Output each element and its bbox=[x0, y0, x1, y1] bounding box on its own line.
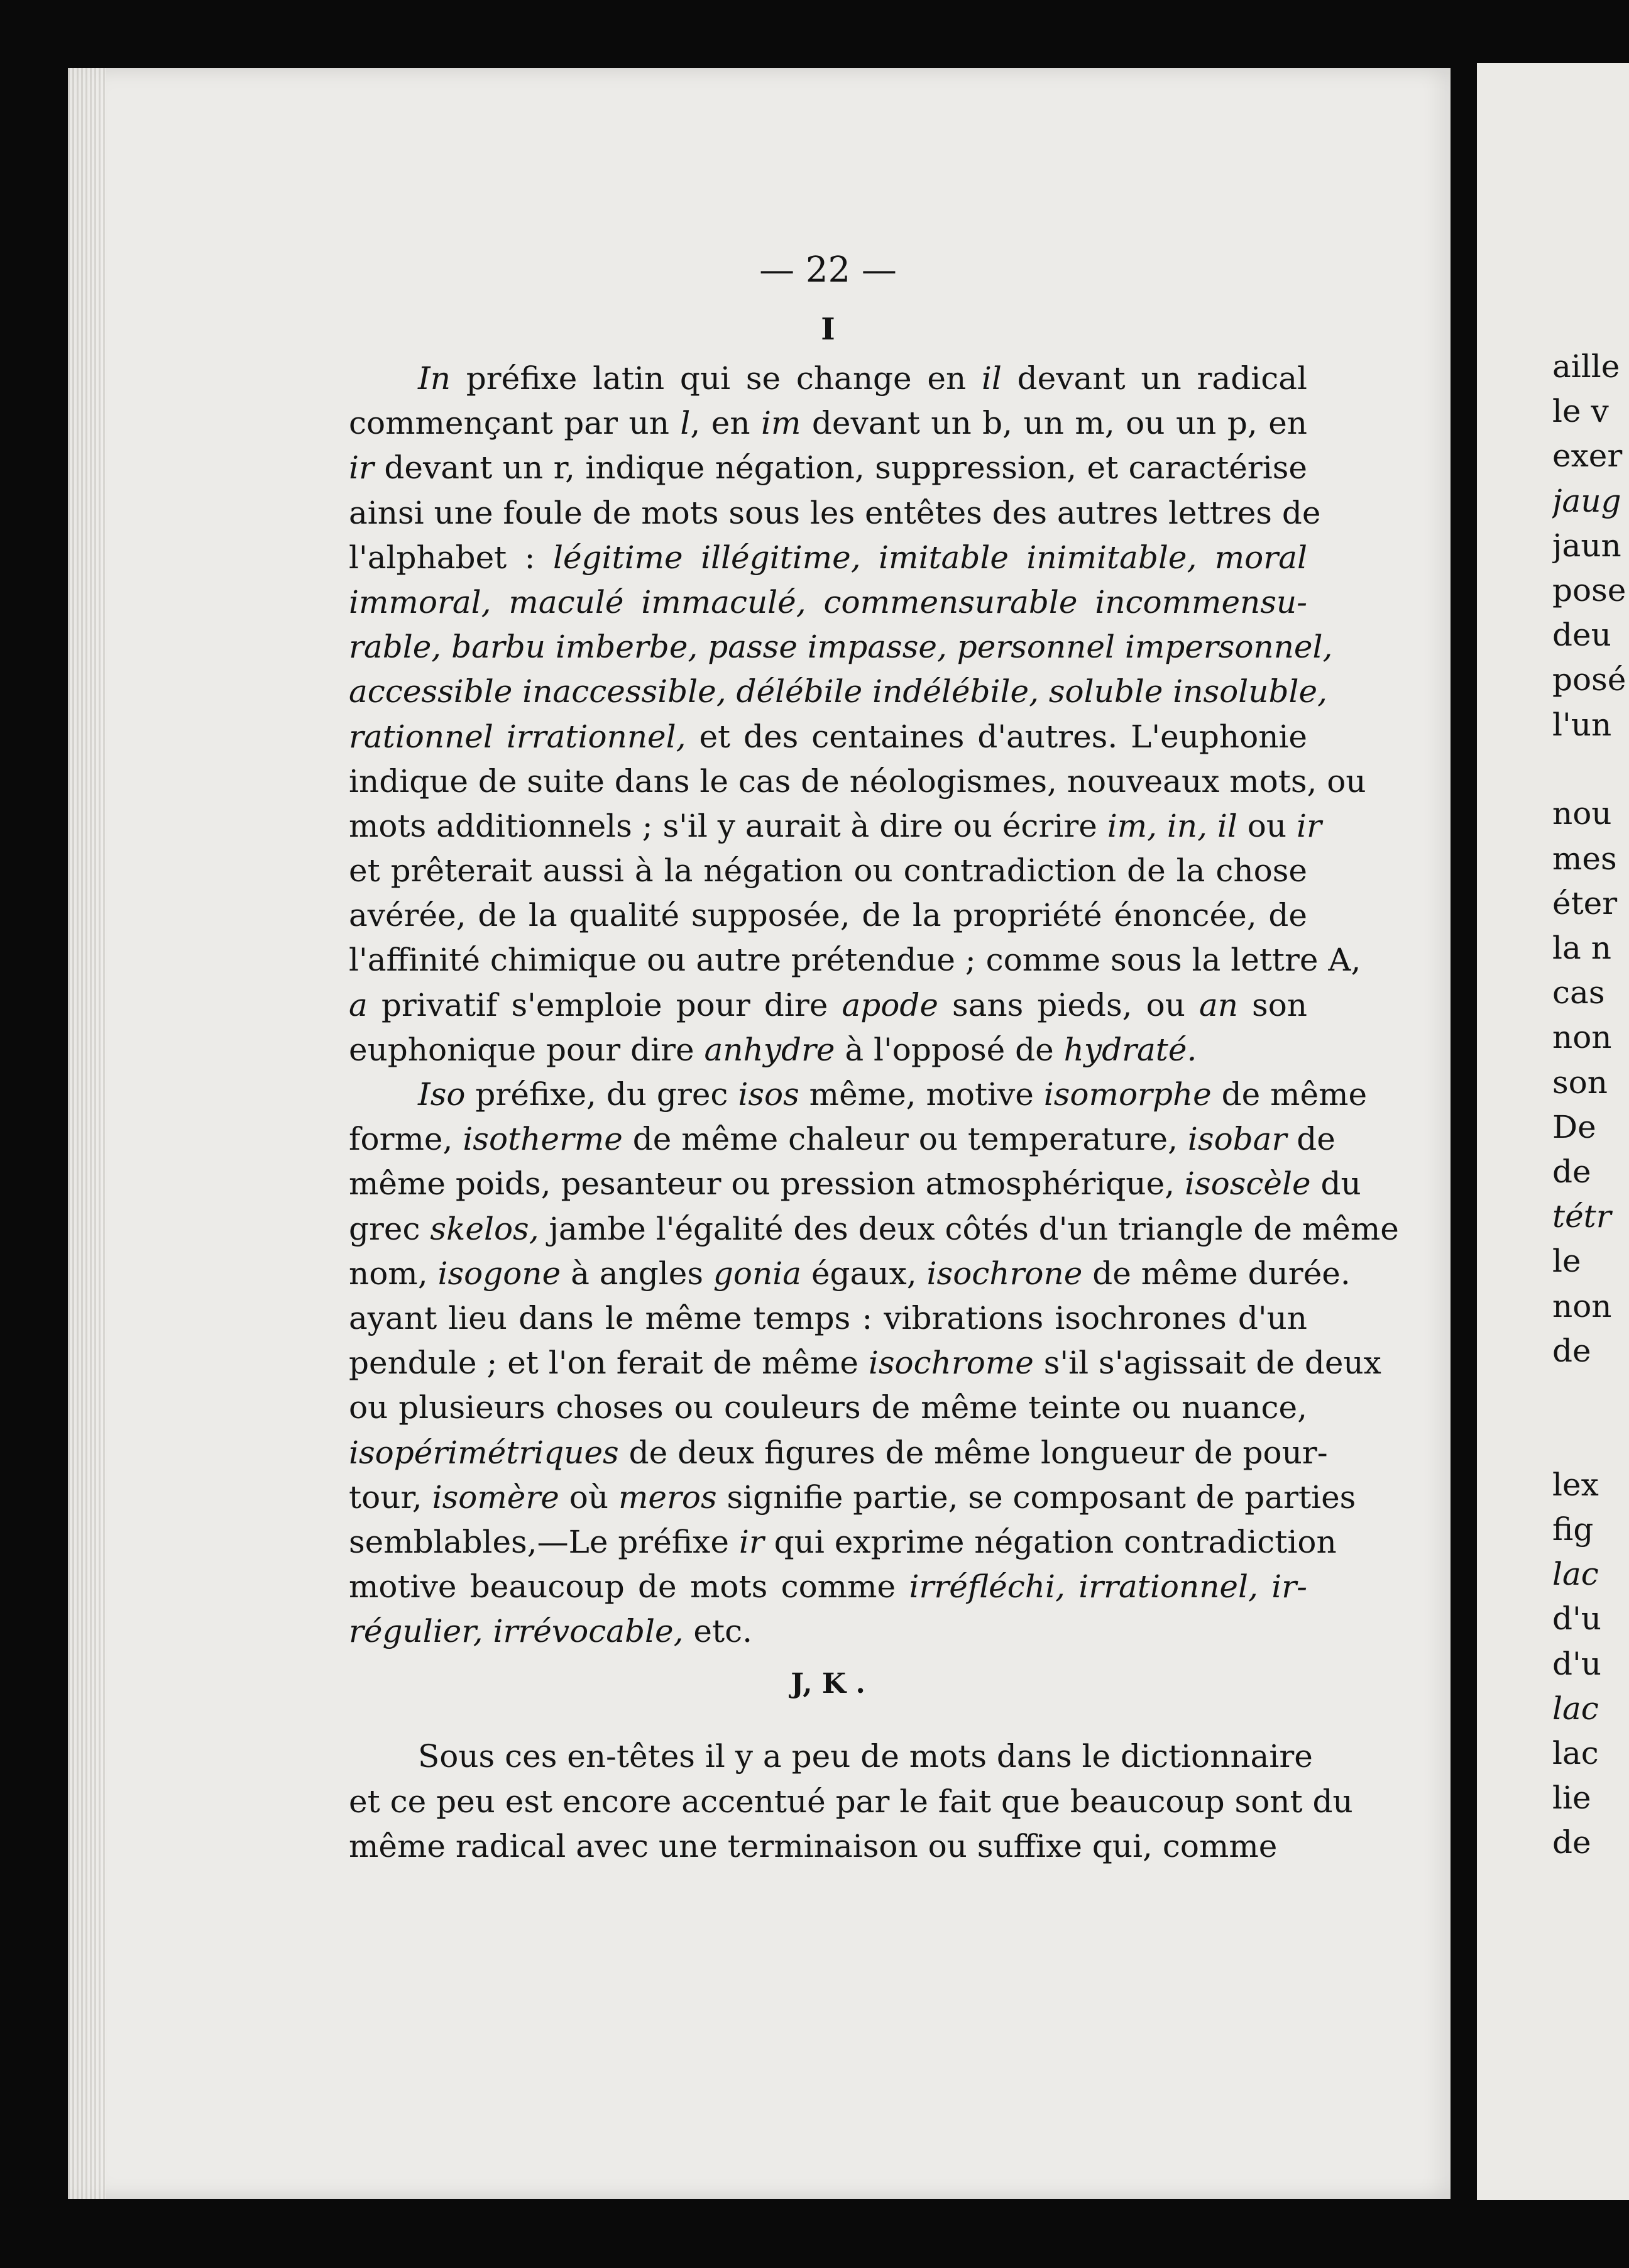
fragment-text: de bbox=[1552, 1824, 1591, 1861]
text-line bbox=[349, 669, 1327, 714]
fragment-line bbox=[1552, 479, 1629, 524]
fragment-line bbox=[1552, 524, 1629, 568]
text-run: ou bbox=[1237, 807, 1297, 844]
text-run: jambe l'égalité des deux côtés d'un triangle de même bbox=[539, 1210, 1399, 1247]
fragment-text: lac bbox=[1552, 1734, 1599, 1771]
text-line bbox=[349, 1341, 1381, 1385]
text-run: de deux figures de même longueur de pour- bbox=[618, 1434, 1328, 1471]
text-run: même radical avec une terminaison ou suffixe qui, comme bbox=[349, 1827, 1278, 1864]
fragment-line bbox=[1552, 1552, 1629, 1597]
italic-term: gonia bbox=[713, 1255, 802, 1292]
fragment-line bbox=[1552, 1329, 1629, 1373]
text-run: signifie partie, se composant de parties bbox=[716, 1478, 1356, 1516]
text-run: où bbox=[559, 1478, 618, 1516]
text-line bbox=[349, 1162, 1361, 1206]
fragment-line bbox=[1552, 1284, 1629, 1329]
text-line bbox=[349, 893, 1307, 938]
text-run: à angles bbox=[561, 1255, 713, 1292]
italic-term: rationnel irrationnel, bbox=[349, 718, 686, 755]
text-run: mots additionnels ; s'il y aurait à dire ou écrire bbox=[349, 807, 1107, 844]
fragment-line bbox=[1552, 344, 1629, 389]
fragment-text: cas bbox=[1552, 974, 1605, 1011]
text-run: , en bbox=[690, 405, 761, 442]
text-run: etc. bbox=[683, 1613, 752, 1650]
fragment-text: son bbox=[1552, 1064, 1608, 1101]
fragment-line bbox=[1552, 881, 1629, 926]
text-run: préfixe, du grec bbox=[465, 1076, 738, 1113]
italic-term: régulier, irrévocable, bbox=[349, 1613, 684, 1650]
text-line bbox=[349, 356, 1307, 401]
text-line bbox=[349, 1296, 1307, 1341]
page-number: — 22 — bbox=[759, 250, 897, 290]
italic-term: isoscèle bbox=[1184, 1165, 1311, 1203]
text-run: égaux, bbox=[801, 1255, 927, 1292]
text-run: nom, bbox=[349, 1255, 438, 1292]
text-run: forme, bbox=[349, 1121, 463, 1158]
fragment-text: non bbox=[1552, 1019, 1612, 1056]
text-line bbox=[349, 1385, 1307, 1430]
text-line bbox=[349, 1252, 1351, 1296]
text-run: s'il s'agissait de deux bbox=[1033, 1345, 1381, 1382]
fragment-text: lie bbox=[1552, 1780, 1591, 1817]
right-page-fragments bbox=[1552, 344, 1629, 1865]
fragment-line bbox=[1552, 1731, 1629, 1776]
italic-term: il bbox=[981, 360, 1002, 397]
fragment-text: fig bbox=[1552, 1511, 1594, 1548]
fragment-text: l'un bbox=[1552, 706, 1612, 743]
text-line bbox=[349, 1028, 1307, 1072]
text-run: semblables,—Le préfixe bbox=[349, 1523, 739, 1560]
italic-term: hydraté. bbox=[1063, 1031, 1197, 1068]
text-line bbox=[349, 1734, 1313, 1779]
italic-term: an bbox=[1198, 986, 1238, 1023]
italic-term: skelos, bbox=[430, 1210, 539, 1247]
fragment-line bbox=[1552, 1507, 1629, 1552]
fragment-line bbox=[1552, 926, 1629, 971]
text-run: de même bbox=[1211, 1076, 1368, 1113]
page-edges bbox=[68, 68, 106, 2199]
fragment-line bbox=[1552, 613, 1629, 658]
fragment-line bbox=[1552, 1060, 1629, 1105]
text-run: ainsi une foule de mots sous les entêtes des autres lettres de bbox=[349, 494, 1321, 531]
italic-term: isos bbox=[738, 1076, 799, 1113]
text-line bbox=[349, 1475, 1356, 1520]
text-run: même, motive bbox=[799, 1076, 1044, 1113]
fragment-text: exer bbox=[1552, 438, 1623, 475]
fragment-text: jaun bbox=[1552, 527, 1621, 564]
text-line bbox=[349, 1431, 1328, 1475]
book-gutter bbox=[1453, 63, 1478, 2213]
italic-term: isobar bbox=[1187, 1121, 1287, 1158]
fragment-text: posé bbox=[1552, 661, 1626, 698]
text-run: indique de suite dans le cas de néologismes, nouveaux mots, ou bbox=[349, 762, 1366, 800]
text-line bbox=[349, 1207, 1399, 1252]
text-run: euphonique pour dire bbox=[349, 1031, 705, 1068]
text-run: de même chaleur ou temperature, bbox=[622, 1121, 1188, 1158]
text-run: tour, bbox=[349, 1478, 432, 1516]
section-heading-jk: J, K . bbox=[791, 1668, 865, 1700]
text-run: privatif s'emploie pour dire bbox=[367, 986, 842, 1023]
fragment-text: mes bbox=[1552, 840, 1617, 877]
text-line bbox=[349, 849, 1307, 893]
italic-term: isomorphe bbox=[1043, 1076, 1212, 1113]
fragment-text: non bbox=[1552, 1287, 1612, 1324]
text-run: motive beaucoup de mots comme bbox=[349, 1568, 909, 1605]
fragment-line bbox=[1552, 1597, 1629, 1641]
text-run: et prêterait aussi à la négation ou contradiction de la chose bbox=[349, 852, 1307, 889]
text-line bbox=[349, 401, 1307, 446]
text-run: ayant lieu dans le même temps : vibrations isochrones d'un bbox=[349, 1299, 1307, 1336]
fragment-line bbox=[1552, 1776, 1629, 1820]
text-run: Sous ces en-têtes il y a peu de mots dans le dictionnaire bbox=[418, 1738, 1313, 1775]
italic-term: isomère bbox=[432, 1478, 559, 1516]
text-line bbox=[349, 1824, 1307, 1869]
italic-term: l bbox=[680, 405, 691, 442]
italic-term: isochrome bbox=[868, 1345, 1034, 1382]
fragment-line bbox=[1552, 1239, 1629, 1284]
italic-term: isogone bbox=[437, 1255, 561, 1292]
fragment-line bbox=[1552, 1820, 1629, 1865]
fragment-line bbox=[1552, 1015, 1629, 1060]
italic-term: isotherme bbox=[463, 1121, 623, 1158]
fragment-text: la n bbox=[1552, 930, 1611, 967]
fragment-text: de bbox=[1552, 1332, 1591, 1369]
text-run: qui exprime négation contradiction bbox=[764, 1523, 1337, 1560]
text-line bbox=[349, 1072, 1368, 1117]
italic-term: isochrone bbox=[926, 1255, 1083, 1292]
fragment-text: De bbox=[1552, 1108, 1596, 1145]
italic-term: Iso bbox=[418, 1076, 466, 1113]
italic-term: ir bbox=[349, 449, 374, 487]
text-line bbox=[349, 491, 1321, 536]
fragment-text: lex bbox=[1552, 1466, 1599, 1503]
text-run: à l'opposé de bbox=[835, 1031, 1064, 1068]
italic-term: isopérimétriques bbox=[349, 1434, 619, 1471]
text-run: et des centaines d'autres. L'euphonie bbox=[686, 718, 1308, 755]
paragraph-iso-prefix bbox=[349, 1072, 1399, 1654]
italic-term: accessible inaccessible, délébile indélébile, soluble insoluble, bbox=[349, 673, 1327, 710]
text-run: sans pieds, ou bbox=[938, 986, 1199, 1023]
fragment-line bbox=[1552, 434, 1629, 478]
text-line bbox=[349, 536, 1307, 580]
text-line bbox=[349, 938, 1361, 983]
text-run: devant un r, indique négation, suppression, et caractérise bbox=[373, 449, 1307, 487]
fragment-text: deu bbox=[1552, 617, 1611, 654]
text-line bbox=[349, 1520, 1337, 1565]
italic-term: ir bbox=[1296, 807, 1322, 844]
fragment-line bbox=[1552, 747, 1629, 837]
text-line bbox=[349, 1609, 1307, 1654]
fragment-text: de bbox=[1552, 1153, 1591, 1190]
text-run: l'affinité chimique ou autre prétendue ; comme sous la lettre A, bbox=[349, 942, 1361, 979]
fragment-line bbox=[1552, 837, 1629, 881]
italic-term: ir bbox=[738, 1523, 764, 1560]
fragment-text: nou bbox=[1552, 795, 1612, 832]
text-line bbox=[349, 759, 1366, 804]
fragment-line bbox=[1552, 1642, 1629, 1687]
text-run: devant un b, un m, ou un p, en bbox=[801, 405, 1307, 442]
fragment-line bbox=[1552, 568, 1629, 613]
fragment-text: tétr bbox=[1552, 1198, 1611, 1235]
fragment-text: d'u bbox=[1552, 1645, 1601, 1682]
italic-term: anhydre bbox=[704, 1031, 835, 1068]
text-run: l'alphabet : bbox=[349, 539, 553, 576]
text-run: devant un radical bbox=[1001, 360, 1307, 397]
fragment-line bbox=[1552, 1687, 1629, 1731]
italic-term: a bbox=[349, 986, 368, 1023]
paragraph-in-prefix bbox=[349, 356, 1366, 1072]
text-line bbox=[349, 625, 1333, 669]
text-run: du bbox=[1310, 1165, 1361, 1203]
text-run: commençant par un bbox=[349, 405, 681, 442]
fragment-text: aille bbox=[1552, 348, 1620, 385]
fragment-line bbox=[1552, 1373, 1629, 1507]
text-run: de bbox=[1286, 1121, 1336, 1158]
text-run: son bbox=[1237, 986, 1308, 1023]
text-line bbox=[349, 580, 1307, 625]
text-run: avérée, de la qualité supposée, de la propriété énoncée, de bbox=[349, 897, 1307, 934]
fragment-line bbox=[1552, 389, 1629, 434]
text-run: et ce peu est encore accentué par le fait que beaucoup sont du bbox=[349, 1783, 1353, 1820]
fragment-text: éter bbox=[1552, 884, 1618, 922]
text-line bbox=[349, 1780, 1353, 1824]
italic-term: légitime illégitime, imitable inimitable, moral bbox=[552, 539, 1307, 576]
text-run: même poids, pesanteur ou pression atmosphérique, bbox=[349, 1165, 1185, 1203]
fragment-text: le v bbox=[1552, 393, 1609, 430]
text-run: de même durée. bbox=[1082, 1255, 1351, 1292]
fragment-text: jaug bbox=[1552, 482, 1621, 519]
italic-term: apode bbox=[842, 986, 938, 1023]
fragment-line bbox=[1552, 1194, 1629, 1239]
italic-term: irréfléchi, irrationnel, ir- bbox=[909, 1568, 1308, 1605]
fragment-line bbox=[1552, 971, 1629, 1015]
italic-term: im bbox=[761, 405, 801, 442]
italic-term: im, in, il bbox=[1107, 807, 1237, 844]
fragment-text: lac bbox=[1552, 1556, 1599, 1593]
fragment-line bbox=[1552, 658, 1629, 702]
left-page-content bbox=[349, 248, 1399, 1869]
text-run: pendule ; et l'on ferait de même bbox=[349, 1345, 869, 1382]
fragment-text: d'u bbox=[1552, 1600, 1601, 1638]
text-line bbox=[349, 715, 1307, 759]
text-run: ou plusieurs choses ou couleurs de même teinte ou nuance, bbox=[349, 1389, 1307, 1426]
fragment-text: le bbox=[1552, 1243, 1581, 1280]
text-run: préfixe latin qui se change en bbox=[450, 360, 982, 397]
text-line bbox=[349, 1565, 1307, 1609]
fragment-text: pose bbox=[1552, 571, 1626, 608]
fragment-text: lac bbox=[1552, 1690, 1599, 1727]
paragraph-jk bbox=[349, 1734, 1353, 1869]
text-line bbox=[349, 446, 1307, 490]
text-run: grec bbox=[349, 1210, 431, 1247]
italic-term: In bbox=[418, 360, 451, 397]
italic-term: immoral, maculé immaculé, commensurable incommensu- bbox=[349, 583, 1307, 620]
fragment-line bbox=[1552, 1150, 1629, 1194]
italic-term: meros bbox=[618, 1478, 717, 1516]
fragment-line bbox=[1552, 703, 1629, 747]
section-heading-i: I bbox=[821, 312, 835, 347]
text-line bbox=[349, 1117, 1336, 1162]
fragment-line bbox=[1552, 1105, 1629, 1150]
italic-term: rable, barbu imberbe, passe impasse, personnel impersonnel, bbox=[349, 629, 1333, 666]
text-line bbox=[349, 804, 1322, 849]
text-line bbox=[349, 983, 1307, 1028]
